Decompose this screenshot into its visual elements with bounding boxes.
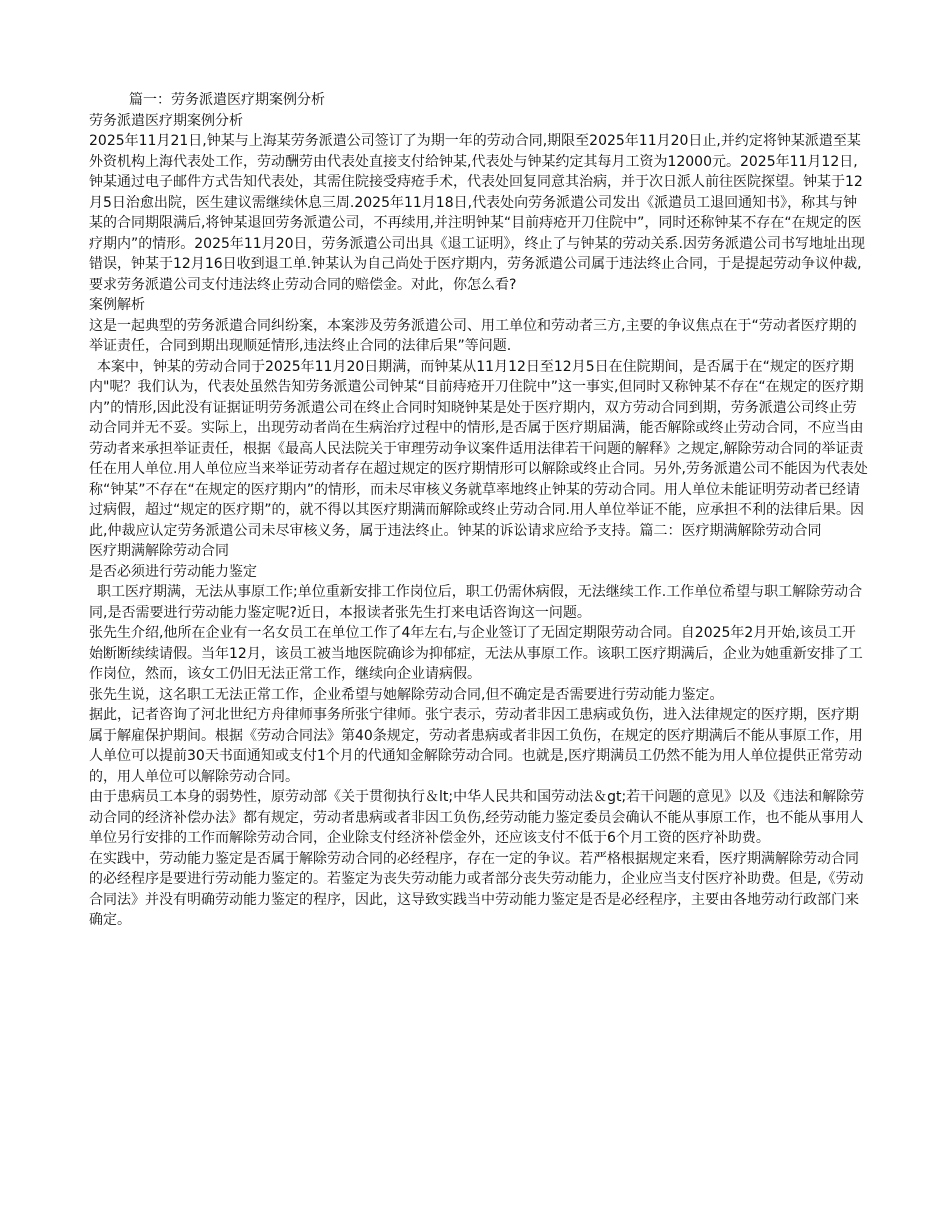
analysis-paragraph: 本案中，钟某的劳动合同于2025年11月20日期满，而钟某从11月12日至12月5日在住院期间，是否属于在“规定的医疗期内"呢？我们认为，代表处虽然告知劳务派遣公司钟某“目前痔疮开刀住院中”这一事实,但同时又称钟某不存在“在规定的医疗期内”的情形,因此没有证据证明劳务派遣公司在终止合同时知晓钟某是处于医疗期内，双方劳动合同到期，劳务派遣公司终止劳动合同并无不妥。实际上，出现劳动者尚在生病治疗过程中的情形,是否属于医疗期届满，能否解除或终止劳动合同，不应当由劳动者来承担举证责任，根据《最高人民法院关于审理劳动争议案件适用法律若干问题的解释》之规定,解除劳动合同的举证责任在用人单位.用人单位应当来举证劳动者存在超过规定的医疗期情形可以解除或终止合同。另外,劳务派遣公司不能因为代表处称“钟某”不存在“在规定的医疗期内”的情形，而未尽审核义务就草率地终止钟某的劳动合同。用人单位未能证明劳动者已经请过病假，超过“规定的医疗期”的，就不得以其医疗期满而解除或终止劳动合同.用人单位举证不能，应承担不利的法律后果。因此,仲裁应认定劳务派遣公司未尽审核义务，属于违法终止。钟某的诉讼请求应给予支持。篇二：医疗期满解除劳动合同 (89, 358, 868, 539)
case-description-paragraph: 2025年11月21日,钟某与上海某劳务派遣公司签订了为期一年的劳动合同,期限至2025年11月20日止,并约定将钟某派遣至某外资机构上海代表处工作，劳动酬劳由代表处直接支付给钟某,代表处与钟某约定其每月工资为12000元。2025年11月12日,钟某通过电子邮件方式告知代表处，其需住院接受痔疮手术，代表处回复同意其治病，并于次日派人前往医院探望。钟某于12月5日治愈出院，医生建议需继续休息三周.2025年11月18日,代表处向劳务派遣公司发出《派遣员工退回通知书》，称其与钟某的合同期限满后,将钟某退回劳务派遣公司，不再续用,并注明钟某“目前痔疮开刀住院中”，同时还称钟某不存在“在规定的医疗期内”的情形。2025年11月20日，劳务派遣公司出具《退工证明》，终止了与钟某的劳动关系.因劳务派遣公司书写地址出现错误，钟某于12月16日收到退工单.钟某认为自己尚处于医疗期内，劳务派遣公司属于违法终止合同，于是提起劳动争议仲裁,要求劳务派遣公司支付违法终止劳动合同的赔偿金。对此，你怎么看? (89, 133, 865, 293)
part-two-title: 医疗期满解除劳动合同 (89, 543, 229, 559)
body-paragraph: 由于患病员工本身的弱势性，原劳动部《关于贯彻执行＆lt;中华人民共和国劳动法＆gt;若干问题的意见》以及《违法和解除劳动合同的经济补偿办法》都有规定，劳动者患病或者非因工负伤,经劳动能力鉴定委员会确认不能从事原工作，也不能从事用人单位另行安排的工作而解除劳动合同，企业除支付经济补偿金外，还应该支付不低于6个月工资的医疗补助费。 (89, 789, 865, 846)
body-paragraph: 据此，记者咨询了河北世纪方舟律师事务所张宁律师。张宁表示，劳动者非因工患病或负伤，进入法律规定的医疗期，医疗期属于解雇保护期间。根据《劳动合同法》第40条规定，劳动者患病或者非因工负伤，在规定的医疗期满后不能从事原工作，用人单位可以提前30天书面通知或支付1个月的代通知金解除劳动合同。也就是,医疗期满员工仍然不能为用人单位提供正常劳动的，用人单位可以解除劳动合同。 (89, 707, 863, 785)
analysis-paragraph: 这是一起典型的劳务派遣合同纠纷案，本案涉及劳务派遣公司、用工单位和劳动者三方,主要的争议焦点在于“劳动者医疗期的举证责任，合同到期出现顺延情形,违法终止合同的法律后果”等问题. (89, 317, 857, 354)
body-paragraph: 在实践中，劳动能力鉴定是否属于解除劳动合同的必经程序，存在一定的争议。若严格根据规定来看，医疗期满解除劳动合同的必经程序是要进行劳动能力鉴定的。若鉴定为丧失劳动能力或者部分丧失劳动能力，企业应当支付医疗补助费。但是,《劳动合同法》并没有明确劳动能力鉴定的程序，因此，这导致实践当中劳动能力鉴定是否是必经程序，主要由各地劳动行政部门来确定。 (89, 850, 864, 928)
part-two-subtitle: 是否必须进行劳动能力鉴定 (89, 563, 257, 580)
case-title: 劳务派遣医疗期案例分析 (89, 112, 243, 129)
analysis-title: 案例解析 (89, 297, 145, 313)
part-one-heading: 篇一：劳务派遣医疗期案例分析 (129, 92, 325, 108)
document-body (89, 90, 869, 931)
body-paragraph: 职工医疗期满，无法从事原工作;单位重新安排工作岗位后，职工仍需休病假，无法继续工作.工作单位希望与职工解除劳动合同,是否需要进行劳动能力鉴定呢?近日，本报读者张先生打来电话咨询这一问题。 (89, 584, 863, 621)
body-paragraph: 张先生说，这名职工无法正常工作，企业希望与她解除劳动合同,但不确定是否需要进行劳动能力鉴定。 (89, 686, 724, 703)
body-paragraph: 张先生介绍,他所在企业有一名女员工在单位工作了4年左右,与企业签订了无固定期限劳动合同。自2025年2月开始,该员工开始断断续续请假。当年12月，该员工被当地医院确诊为抑郁症，无法从事原工作。该职工医疗期满后，企业为她重新安排了工作岗位，然而，该女工仍旧无法正常工作，继续向企业请病假。 (89, 625, 863, 682)
